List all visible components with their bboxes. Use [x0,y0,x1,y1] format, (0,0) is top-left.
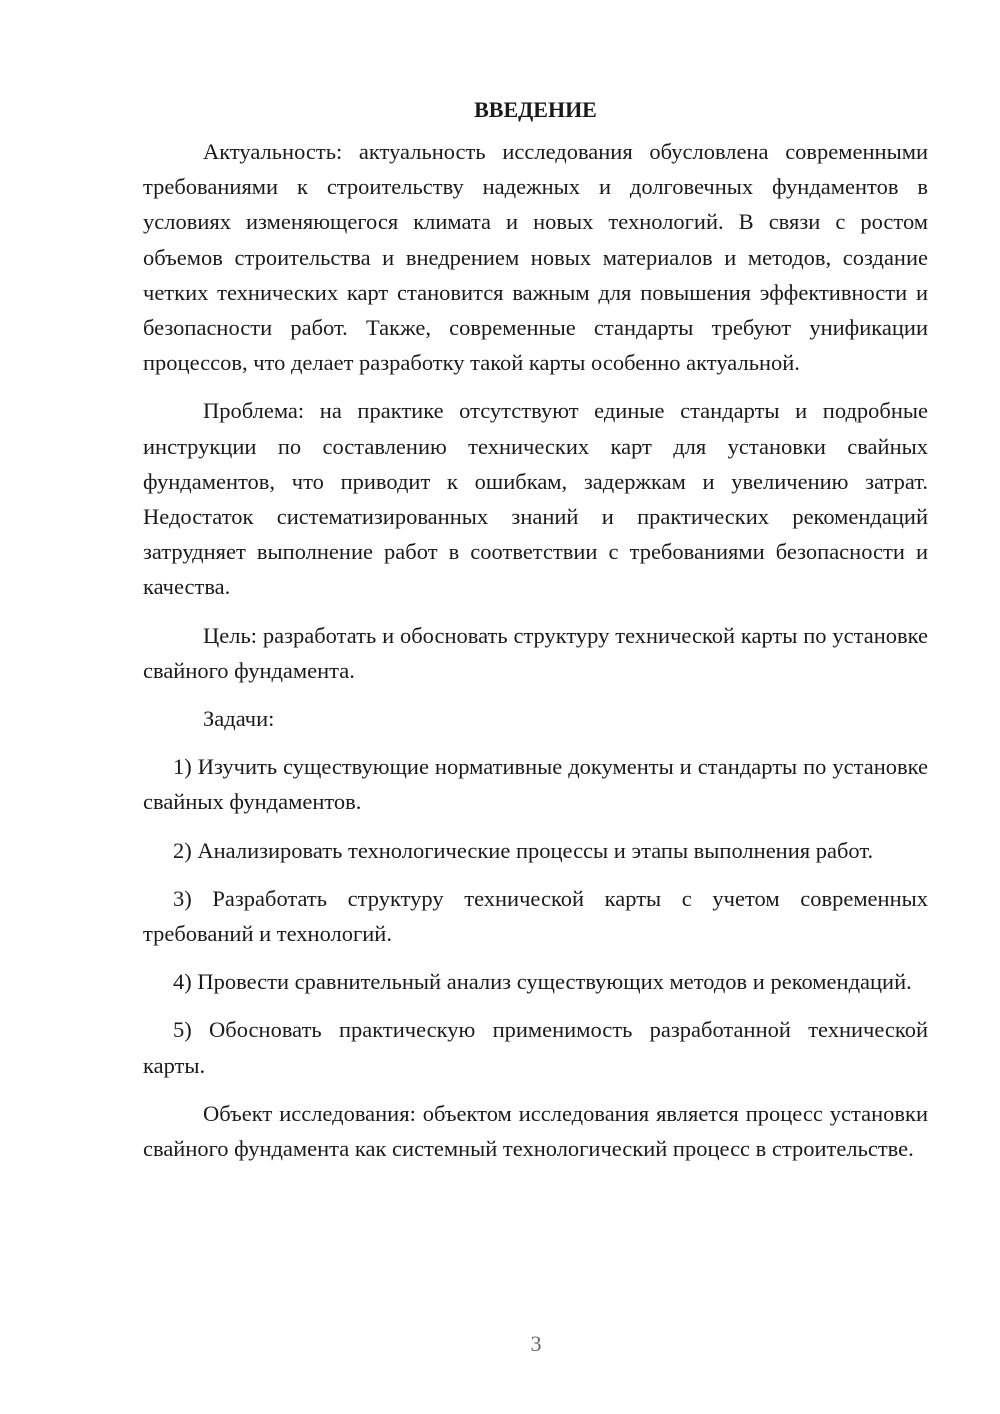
paragraph-goal: Цель: разработать и обосновать структуру технической карты по установке свайного фундамента. [143,622,928,683]
document-page [143,94,928,1166]
list-item: 5) Обосновать практическую применимость разработанной технической карты. [143,1017,928,1078]
page-title: ВВЕДЕНИЕ [474,97,597,122]
list-item: 3) Разработать структуру технической карты с учетом современных требований и технологий. [143,885,928,947]
list-item: 2) Анализировать технологические процессы и этапы выполнения работ. [173,837,874,863]
tasks-list [143,749,928,1083]
page-number: 3 [530,1331,542,1356]
paragraph-tasks-heading: Задачи: [203,706,275,732]
paragraph-object: Объект исследования: объектом исследования является процесс установки свайного фундамента как системный технологический процесс в строительстве. [143,1100,928,1162]
list-item: 1) Изучить существующие нормативные документы и стандарты по установке свайных фундаментов. [143,754,928,815]
paragraph-relevance: Актуальность: актуальность исследования обусловлена современными требованиями к строительству надежных и долговечных фундаментов в условиях изменяющегося климата и новых технологий. В связи с ростом объемов строительства и внедрением новых материалов и методов, создание четких технических карт становится важным для повышения эффективности и безопасности работ. Также, современные стандарты требуют унификации процессов, что делает разработку такой карты особенно актуальной. [143,139,928,376]
list-item: 4) Провести сравнительный анализ существующих методов и рекомендаций. [173,969,912,995]
paragraph-problem: Проблема: на практике отсутствуют единые стандарты и подробные инструкции по составлению технических карт для установки свайных фундаментов, что приводит к ошибкам, задержкам и увеличению затрат. Недостаток систематизированных знаний и практических рекомендаций затрудняет выполнение работ в соответствии с требованиями безопасности и качества. [143,398,928,600]
